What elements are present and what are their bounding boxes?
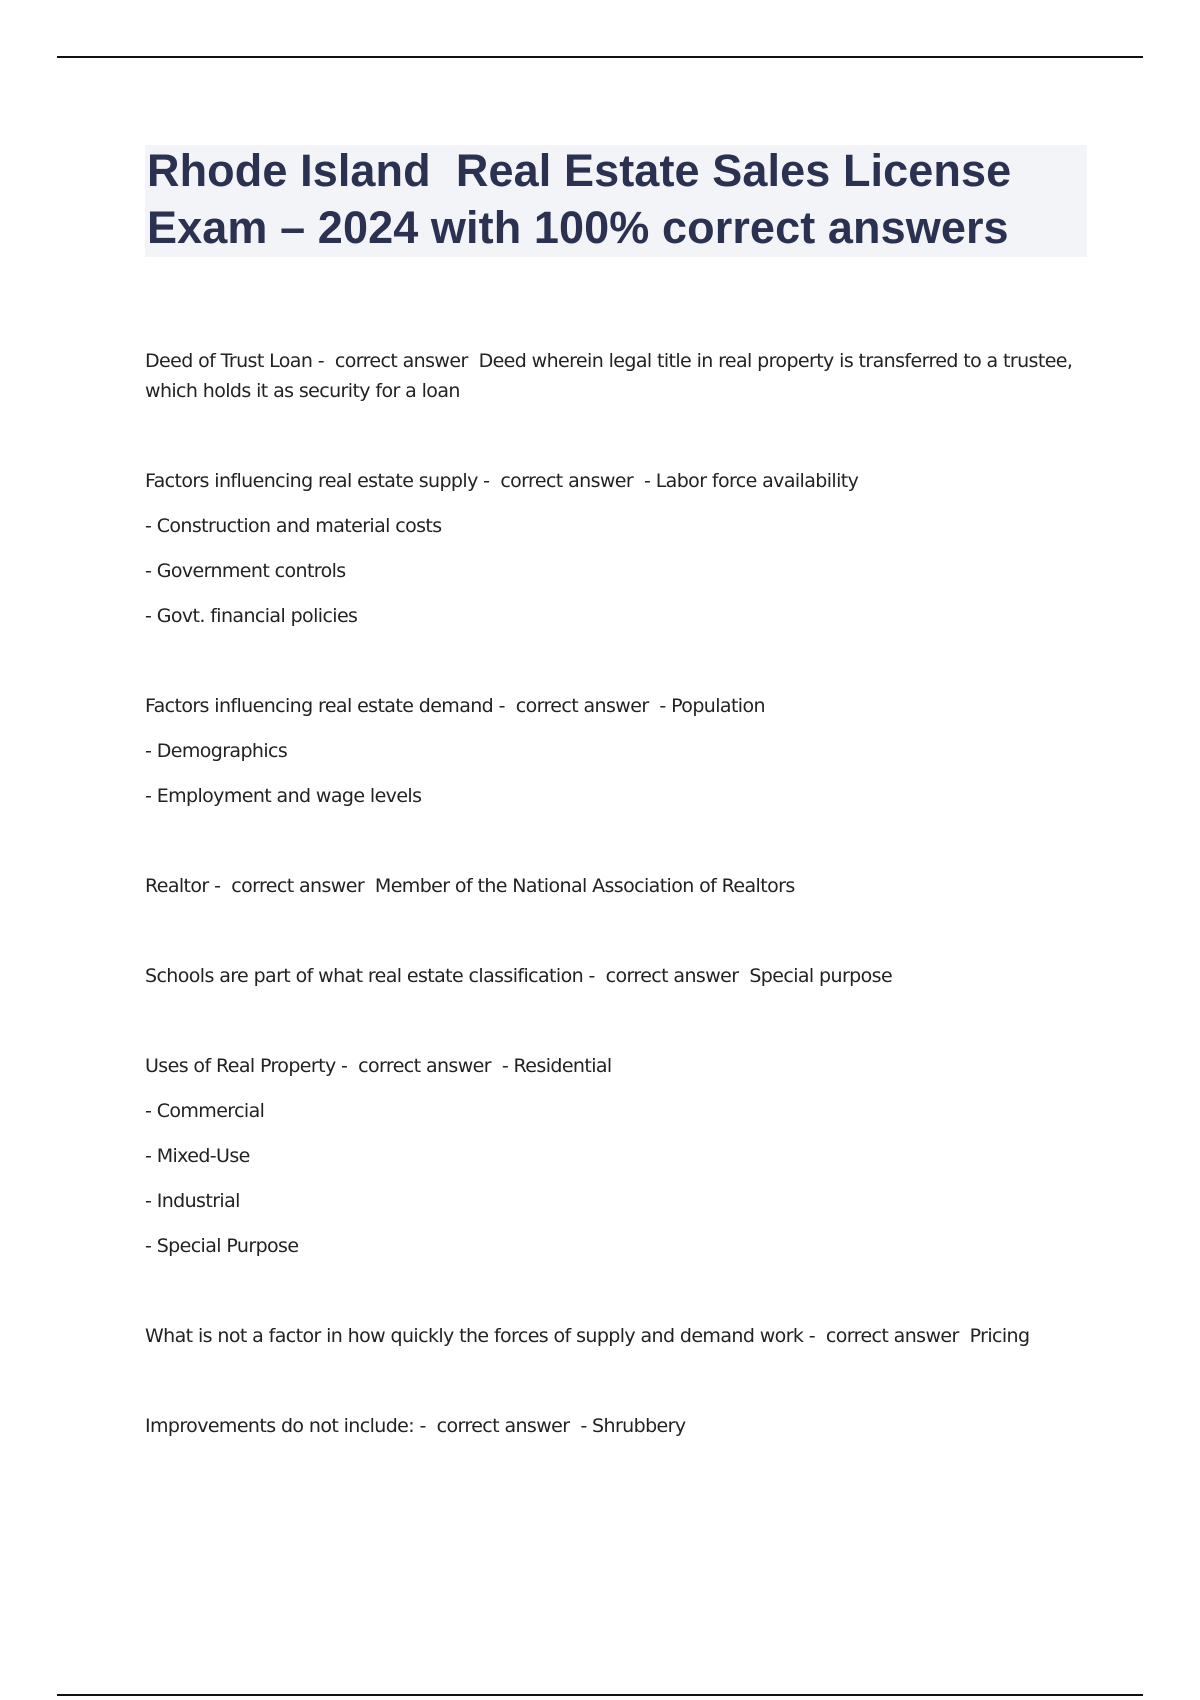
qa-list	[145, 346, 1090, 1501]
answer-marker: correct answer	[334, 350, 468, 372]
answer-marker: correct answer	[825, 1325, 959, 1347]
answer-line: - Government controls	[145, 560, 346, 582]
answer-line: - Special Purpose	[145, 1235, 299, 1257]
answer-line: - Mixed-Use	[145, 1145, 250, 1167]
answer: Member of the National Association of Realtors	[374, 875, 795, 897]
document-title	[147, 142, 1011, 256]
qa-item-supply-demand-forces	[145, 1321, 1090, 1351]
answer: Deed wherein legal title in real property is transferred to a trustee, which holds it as security for a loan	[145, 350, 1073, 402]
question: Realtor -	[145, 875, 221, 897]
question: Factors influencing real estate supply -	[145, 470, 490, 492]
answer-marker: correct answer	[515, 695, 649, 717]
qa-item-deed-of-trust	[145, 346, 1090, 406]
answer: Special purpose	[749, 965, 893, 987]
qa-item-schools	[145, 961, 1090, 991]
answer-line: - Employment and wage levels	[145, 785, 422, 807]
answer-line: - Commercial	[145, 1100, 265, 1122]
answer-line: - Residential	[501, 1055, 612, 1077]
answer-marker: correct answer	[358, 1055, 491, 1077]
answer-line: - Construction and material costs	[145, 515, 442, 537]
bottom-divider	[57, 1694, 1143, 1696]
answer-marker: correct answer	[605, 965, 739, 987]
answer-marker: correct answer	[436, 1415, 570, 1437]
qa-item-improvements	[145, 1411, 1090, 1441]
answer-line: - Govt. financial policies	[145, 605, 358, 627]
question: Uses of Real Property -	[145, 1055, 348, 1077]
answer-line: - Labor force availability	[644, 470, 859, 492]
answer: Pricing	[969, 1325, 1030, 1347]
question: Factors influencing real estate demand -	[145, 695, 505, 717]
qa-item-demand-factors	[145, 691, 1090, 811]
question: Deed of Trust Loan -	[145, 350, 324, 372]
answer-line: - Shrubbery	[580, 1415, 686, 1437]
answer-line: - Demographics	[145, 740, 288, 762]
title-line-1: Rhode Island Real Estate Sales License	[147, 145, 1012, 196]
question: What is not a factor in how quickly the forces of supply and demand work -	[145, 1325, 816, 1347]
qa-item-supply-factors	[145, 466, 1090, 631]
qa-item-uses-of-property	[145, 1051, 1090, 1261]
top-divider	[57, 56, 1143, 58]
title-line-2: Exam – 2024 with 100% correct answers	[147, 202, 1009, 253]
answer-marker: correct answer	[231, 875, 365, 897]
answer-line: - Population	[659, 695, 765, 717]
answer-marker: correct answer	[500, 470, 634, 492]
qa-item-realtor	[145, 871, 1090, 901]
question: Schools are part of what real estate classification -	[145, 965, 595, 987]
question: Improvements do not include: -	[145, 1415, 426, 1437]
answer-line: - Industrial	[145, 1190, 240, 1212]
